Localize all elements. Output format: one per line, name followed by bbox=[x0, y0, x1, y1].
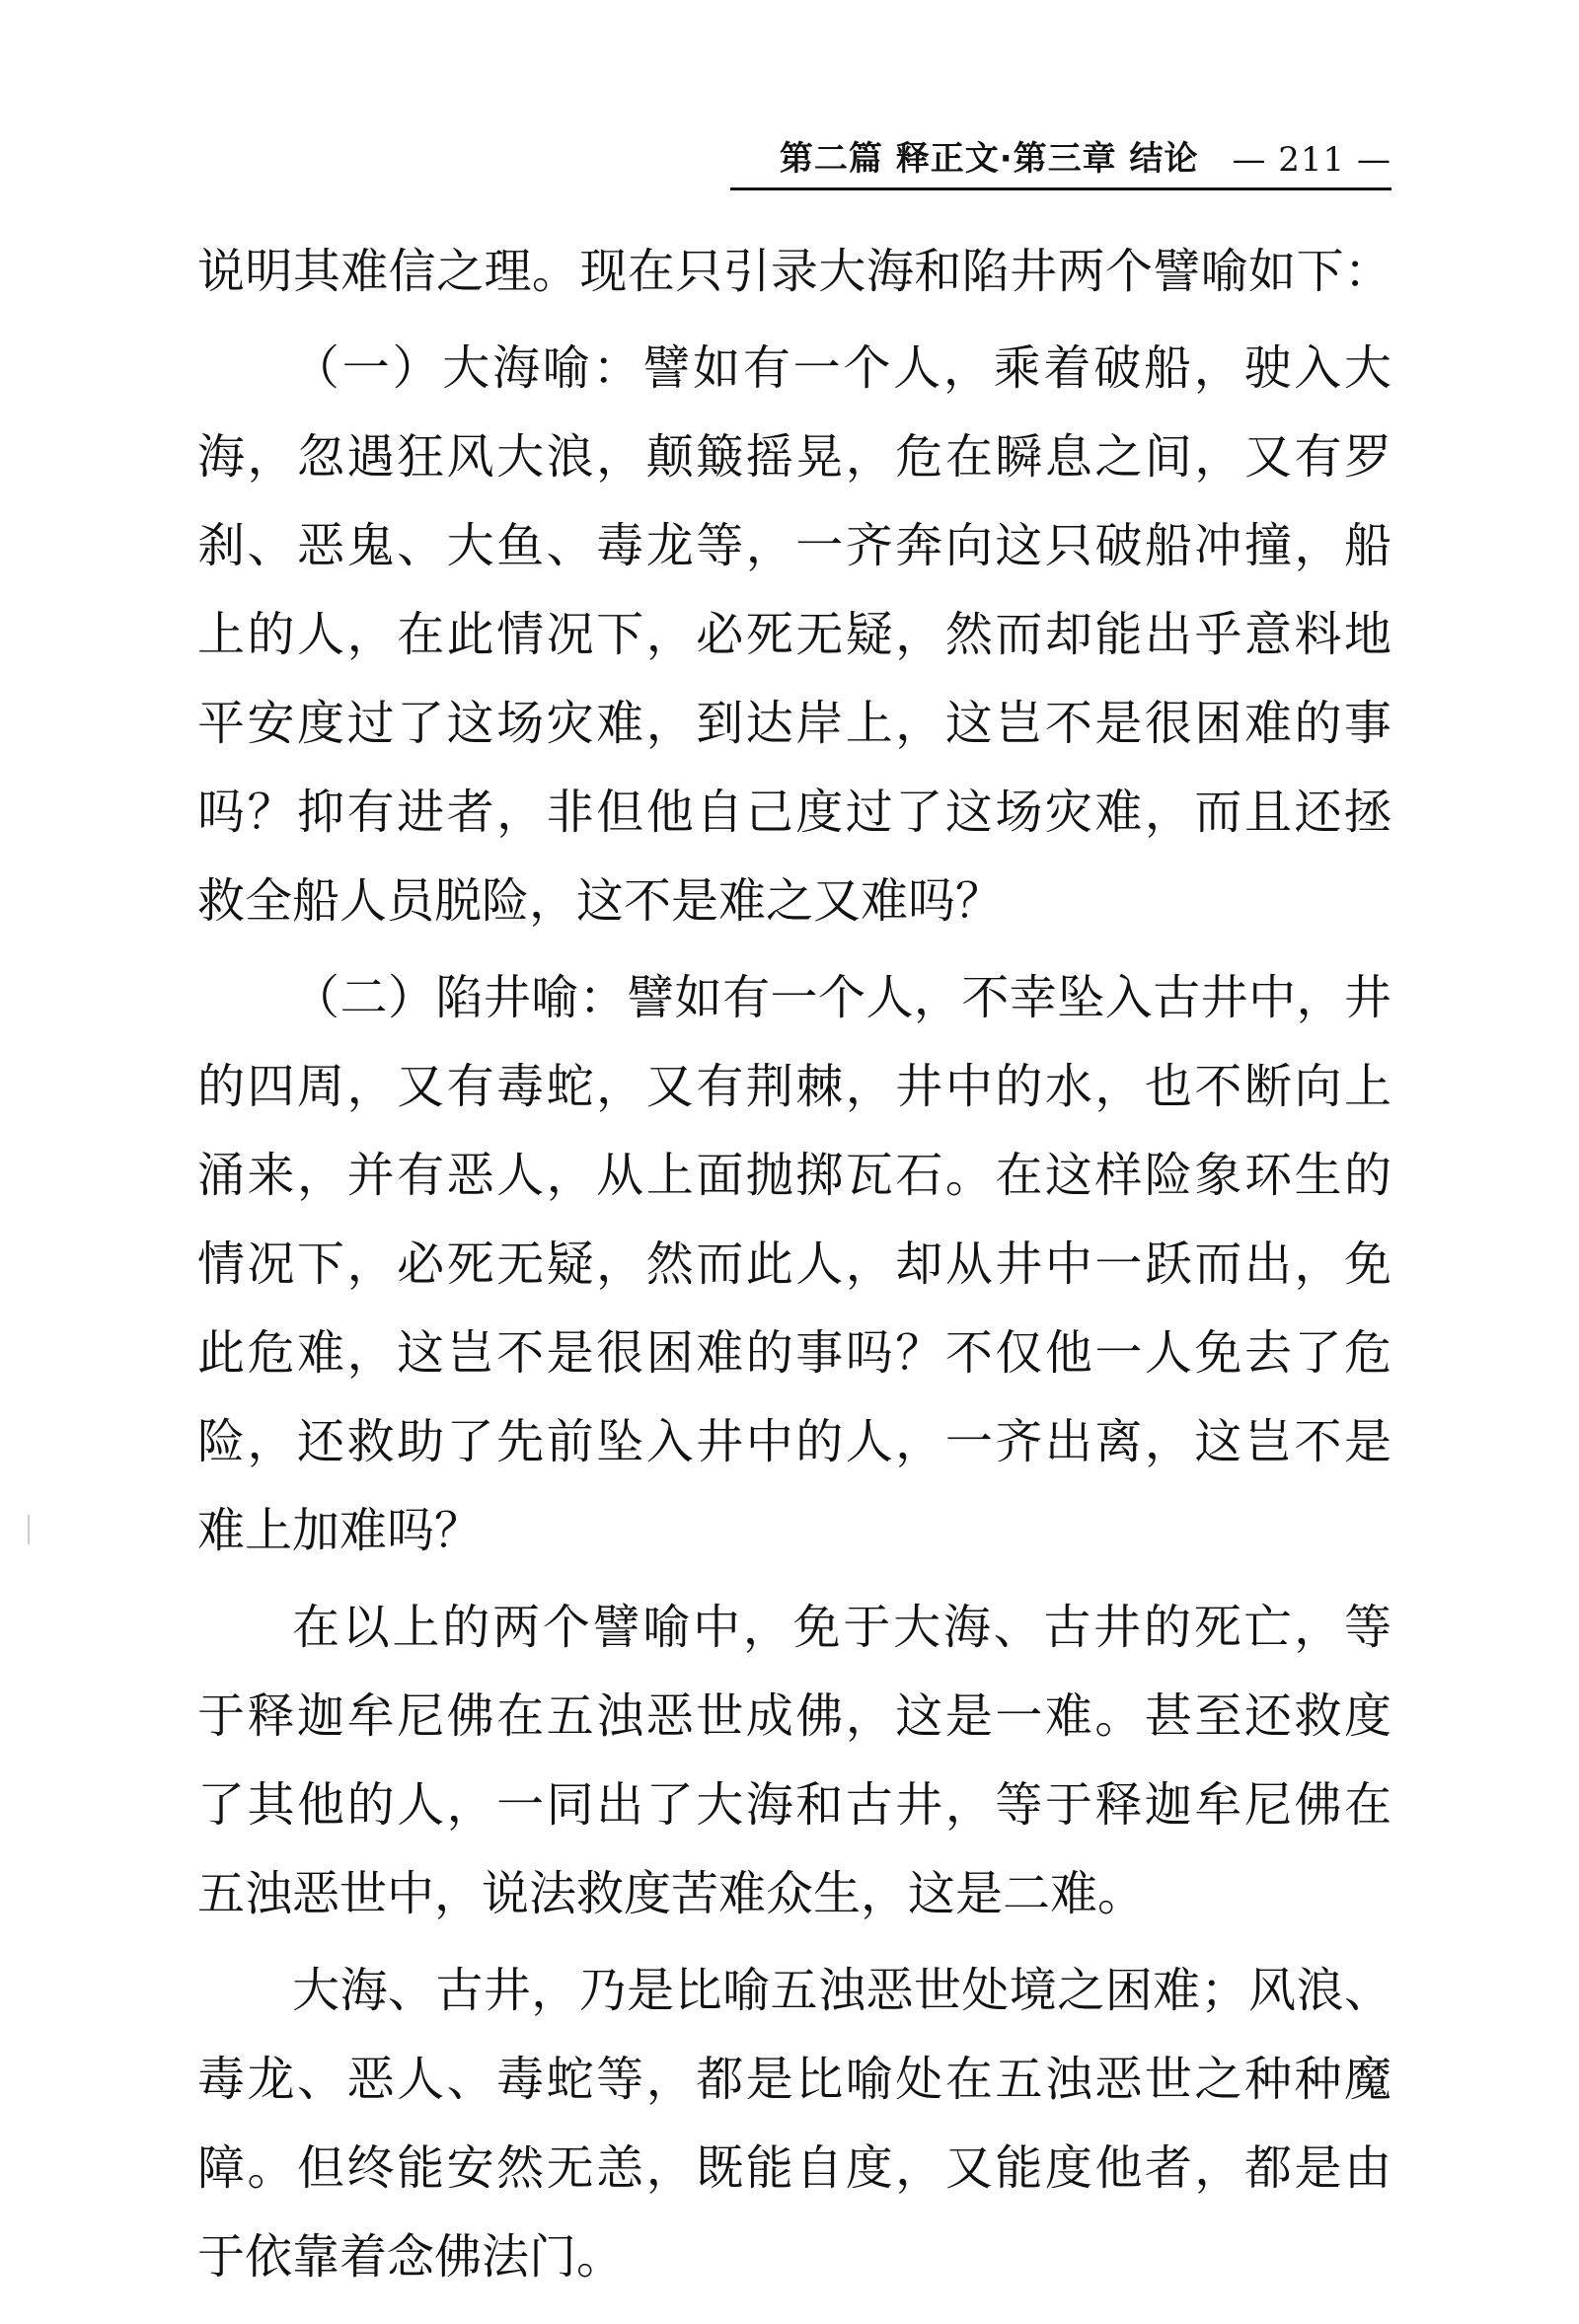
chapter-title: 第二篇 释正文·第三章 结论 bbox=[779, 139, 1199, 179]
paragraph-end-line: 于依靠着念佛法门。 bbox=[197, 2229, 625, 2285]
text-line: 说明其难信之理。现在只引录大海和陷井两个譬喻如下： bbox=[197, 244, 1391, 299]
paragraph-start-line: 在以上的两个譬喻中，免于大海、古井的死亡，等 bbox=[292, 1600, 1391, 1655]
text-line: 障。但终能安然无恙，既能自度，又能度他者，都是由 bbox=[197, 2140, 1391, 2196]
paragraph-start-line: （一）大海喻：譬如有一个人，乘着破船，驶入大 bbox=[292, 340, 1391, 396]
running-header bbox=[730, 128, 1391, 190]
text-line: 的四周，又有毒蛇，又有荆棘，井中的水，也不断向上 bbox=[197, 1059, 1391, 1114]
paragraph-end-line: 救全船人员脱险，这不是难之又难吗？ bbox=[197, 873, 1004, 929]
text-line: 毒龙、恶人、毒蛇等，都是比喻处在五浊恶世之种种魔 bbox=[197, 2052, 1391, 2107]
text-line: 了其他的人，一同出了大海和古井，等于释迦牟尼佛在 bbox=[197, 1777, 1391, 1833]
body-text bbox=[197, 227, 1391, 2301]
page-number: — 211 — bbox=[1232, 140, 1391, 180]
text-line: 吗？抑有进者，非但他自己度过了这场灾难，而且还拯 bbox=[197, 785, 1391, 840]
paragraph-start-line: （二）陷井喻：譬如有一个人，不幸坠入古井中，井 bbox=[292, 970, 1391, 1025]
paragraph-end-line: 难上加难吗？ bbox=[197, 1503, 483, 1558]
scan-margin-mark bbox=[28, 1515, 30, 1544]
text-line: 情况下，必死无疑，然而此人，却从井中一跃而出，免 bbox=[197, 1237, 1391, 1292]
paragraph-start-line: 大海、古井，乃是比喻五浊恶世处境之困难；风浪、 bbox=[292, 1963, 1391, 2018]
text-line: 险，还救助了先前坠入井中的人，一齐出离，这岂不是 bbox=[197, 1414, 1391, 1469]
text-line: 海，忽遇狂风大浪，颠簸摇晃，危在瞬息之间，又有罗 bbox=[197, 429, 1391, 485]
text-line: 此危难，这岂不是很困难的事吗？不仅他一人免去了危 bbox=[197, 1325, 1391, 1381]
text-line: 涌来，并有恶人，从上面抛掷瓦石。在这样险象环生的 bbox=[197, 1148, 1391, 1203]
text-line: 于释迦牟尼佛在五浊恶世成佛，这是一难。甚至还救度 bbox=[197, 1688, 1391, 1744]
paragraph-end-line: 五浊恶世中，说法救度苦难众生，这是二难。 bbox=[197, 1866, 1146, 1921]
text-line: 上的人，在此情况下，必死无疑，然而却能出乎意料地 bbox=[197, 607, 1391, 662]
text-line: 刹、恶鬼、大鱼、毒龙等，一齐奔向这只破船冲撞，船 bbox=[197, 518, 1391, 573]
text-line: 平安度过了这场灾难，到达岸上，这岂不是很困难的事 bbox=[197, 696, 1391, 751]
